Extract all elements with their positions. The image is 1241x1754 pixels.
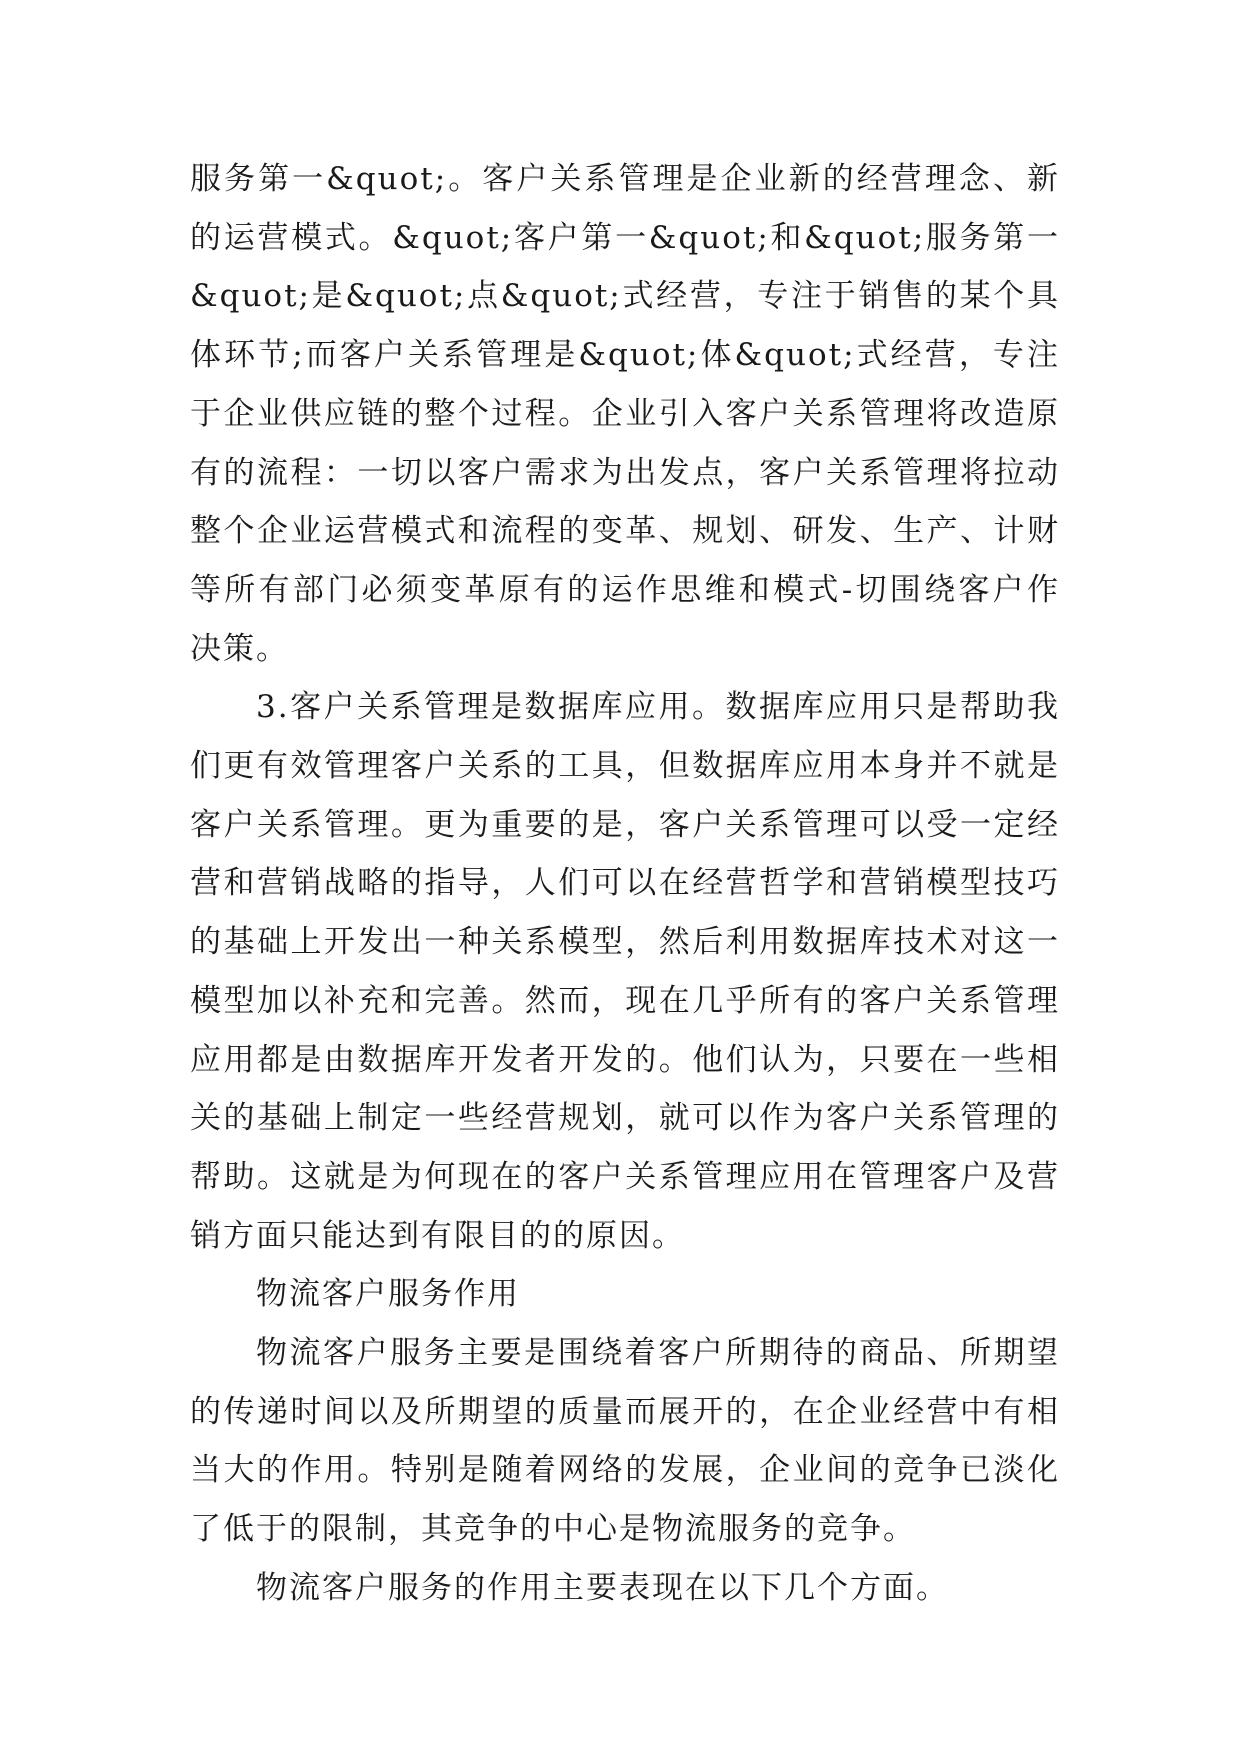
document-body [190, 150, 1060, 1618]
paragraph-logistics-service-intro: 物流客户服务主要是围绕着客户所期待的商品、所期望的传递时间以及所期望的质量而展开的，在企业经营中有相当大的作用。特别是随着网络的发展，企业间的竞争已淡化了低于的限制，其竞争的中心是物流服务的竞争。 [190, 1335, 1060, 1548]
paragraph-database-application: 3.客户关系管理是数据库应用。数据库应用只是帮助我们更有效管理客户关系的工具，但数据库应用本身并不就是客户关系管理。更为重要的是，客户关系管理可以受一定经营和营销战略的指导，人们可以在经营哲学和营销模型技巧的基础上开发出一种关系模型，然后利用数据库技术对这一模型加以补充和完善。然而，现在几乎所有的客户关系管理应用都是由数据库开发者开发的。他们认为，只要在一些相关的基础上制定一些经营规划，就可以作为客户关系管理的帮助。这就是为何现在的客户关系管理应用在管理客户及营销方面只能达到有限目的的原因。 [190, 689, 1060, 1254]
paragraph-logistics-service-aspects: 物流客户服务的作用主要表现在以下几个方面。 [256, 1569, 949, 1606]
paragraph-continuation: 服务第一&quot;。客户关系管理是企业新的经营理念、新的运营模式。&quot;客户第一&quot;和&quot;服务第一&quot;是&quot;点&quot;式经营，专注于销售的某个具体环节;而客户关系管理是&quot;体&quot;式经营，专注于企业供应链的整个过程。企业引入客户关系管理将改造原有的流程：一切以客户需求为出发点，客户关系管理将拉动整个企业运营模式和流程的变革、规划、研发、生产、计财等所有部门必须变革原有的运作思维和模式-切围绕客户作决策。 [190, 161, 1060, 667]
section-heading-logistics-service-role: 物流客户服务作用 [256, 1276, 520, 1313]
